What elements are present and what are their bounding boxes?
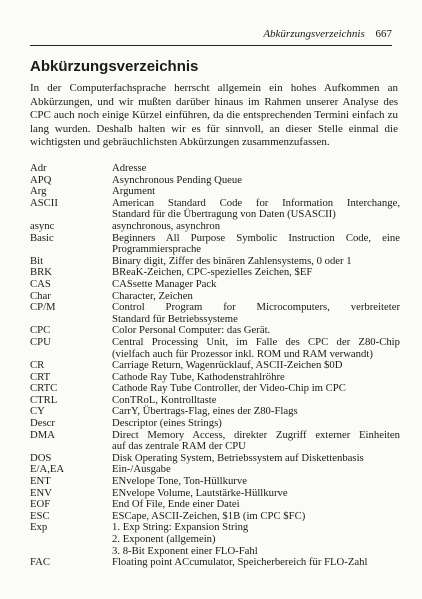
definition-line: ConTRoL, Kontrolltaste bbox=[112, 393, 217, 406]
definition-line: Control Program for Microcomputers, verbreiteter bbox=[112, 301, 400, 314]
abbreviation-term: APQ bbox=[30, 173, 52, 186]
abbreviation-term: Arg bbox=[30, 185, 47, 198]
definition-line: American Standard Code for Information Interchange, bbox=[112, 196, 400, 209]
definition-line: Central Processing Unit, im Falle des CPC der Z80-Chip bbox=[112, 335, 400, 348]
abbreviation-term: CRTC bbox=[30, 382, 58, 395]
definition-line: Standard für die Übertragung von Daten (USASCII) bbox=[112, 208, 336, 221]
abbreviation-term: Bit bbox=[30, 254, 44, 267]
definition-line: End Of File, Ende einer Datei bbox=[112, 498, 240, 511]
definition-line: 1. Exp String: Expansion String bbox=[112, 521, 249, 534]
abbreviation-entry bbox=[30, 198, 400, 221]
abbreviation-term: CY bbox=[30, 405, 45, 418]
definition-line: auf das zentrale RAM der CPU bbox=[112, 440, 246, 453]
abbreviation-term: CAS bbox=[30, 277, 51, 290]
definition-line: ENvelope Volume, Lautstärke-Hüllkurve bbox=[112, 486, 288, 499]
definition-line: Direct Memory Access, direkter Zugriff externer Einheiten bbox=[112, 428, 400, 441]
definition-line: 2. Exponent (allgemein) bbox=[112, 533, 216, 545]
abbreviation-term: EOF bbox=[30, 498, 51, 511]
abbreviation-term: CR bbox=[30, 359, 45, 372]
definition-line: asynchronous, asynchron bbox=[112, 219, 221, 232]
abbreviation-term: CRT bbox=[30, 370, 51, 383]
abbreviation-definition bbox=[112, 418, 400, 430]
abbreviation-definition bbox=[112, 233, 400, 256]
abbreviation-term: CTRL bbox=[30, 393, 58, 406]
abbreviation-term: DOS bbox=[30, 451, 52, 464]
definition-line: Programmiersprache bbox=[112, 243, 202, 256]
definition-line: (vielfach auch für Prozessor inkl. ROM und RAM verwandt) bbox=[112, 347, 373, 360]
abbreviation-definition bbox=[112, 279, 400, 291]
abbreviation-entry bbox=[30, 233, 400, 256]
page-title: Abkürzungsverzeichnis bbox=[30, 58, 199, 75]
abbreviation-definition bbox=[112, 198, 400, 221]
abbreviation-entry bbox=[30, 302, 400, 325]
definition-line: Color Personal Computer: das Gerät. bbox=[112, 324, 271, 337]
definition-line: Asynchronous Pending Queue bbox=[112, 173, 243, 186]
abbreviation-definition bbox=[112, 476, 400, 488]
abbreviation-entry bbox=[30, 279, 400, 291]
definition-line: CarrY, Übertrags-Flag, eines der Z80-Flags bbox=[112, 405, 298, 418]
abbreviation-definition bbox=[112, 337, 400, 360]
definition-line: Adresse bbox=[112, 162, 147, 174]
definition-line: Binary digit, Ziffer des binären Zahlensystems, 0 oder 1 bbox=[112, 254, 352, 267]
abbreviation-definition bbox=[112, 175, 400, 187]
page-number: 667 bbox=[375, 28, 392, 40]
running-header bbox=[30, 26, 392, 42]
definition-line: Standard für Betriebssysteme bbox=[112, 312, 238, 325]
abbreviation-term: ESC bbox=[30, 509, 50, 522]
abbreviation-definition bbox=[112, 163, 400, 175]
abbreviation-term: FAC bbox=[30, 556, 50, 569]
abbreviation-definition bbox=[112, 302, 400, 325]
abbreviation-term: CPU bbox=[30, 335, 51, 348]
abbreviation-term: Exp bbox=[30, 521, 48, 534]
abbreviation-entry bbox=[30, 175, 400, 187]
abbreviation-term: async bbox=[30, 219, 55, 232]
abbreviation-term: Basic bbox=[30, 231, 54, 244]
abbreviation-entry bbox=[30, 476, 400, 488]
definition-line: Descriptor (eines Strings) bbox=[112, 417, 222, 430]
abbreviation-entry bbox=[30, 557, 400, 569]
abbreviation-list bbox=[30, 163, 400, 569]
definition-line: Beginners All Purpose Symbolic Instruction Code, eine bbox=[112, 231, 400, 244]
abbreviation-term: CP/M bbox=[30, 301, 56, 314]
abbreviation-term: DMA bbox=[30, 428, 55, 441]
abbreviation-term: Adr bbox=[30, 162, 47, 174]
abbreviation-definition bbox=[112, 557, 400, 569]
abbreviation-definition bbox=[112, 522, 400, 557]
abbreviation-term: ASCII bbox=[30, 196, 58, 209]
abbreviation-term: Descr bbox=[30, 417, 55, 430]
abbreviation-entry bbox=[30, 337, 400, 360]
definition-line: Disk Operating System, Betriebssystem auf Diskettenbasis bbox=[112, 451, 364, 464]
abbreviation-term: E/A,EA bbox=[30, 463, 65, 476]
abbreviation-term: Char bbox=[30, 289, 51, 302]
abbreviation-entry bbox=[30, 522, 400, 557]
definition-line: Argument bbox=[112, 185, 156, 198]
abbreviation-entry bbox=[30, 163, 400, 175]
definition-line: Floating point ACcumulator, Speicherbereich für FLO-Zahl bbox=[112, 556, 368, 569]
running-header-title: Abkürzungsverzeichnis bbox=[263, 28, 365, 40]
abbreviation-entry bbox=[30, 430, 400, 453]
definition-line: Ein-/Ausgabe bbox=[112, 463, 171, 476]
abbreviation-definition bbox=[112, 430, 400, 453]
definition-line: Character, Zeichen bbox=[112, 289, 193, 302]
definition-line: CASsette Manager Pack bbox=[112, 277, 217, 290]
abbreviation-term: BRK bbox=[30, 266, 52, 279]
abbreviation-term: ENT bbox=[30, 475, 51, 488]
definition-line: Carriage Return, Wagenrücklauf, ASCII-Zeichen $0D bbox=[112, 359, 343, 372]
abbreviation-term: CPC bbox=[30, 324, 51, 337]
abbreviation-entry bbox=[30, 360, 400, 372]
abbreviation-entry bbox=[30, 453, 400, 465]
abbreviation-entry bbox=[30, 418, 400, 430]
definition-line: 3. 8-Bit Exponent einer FLO-Fahl bbox=[112, 544, 258, 557]
abbreviation-term: ENV bbox=[30, 486, 52, 499]
definition-line: BReaK-Zeichen, CPC-spezielles Zeichen, $EF bbox=[112, 266, 313, 279]
intro-paragraph: In der Computerfachsprache herrscht allgemein ein hohes Aufkommen an Abkürzungen, und wir mußten darüber hinaus im Rahmen unserer Analyse des CPC auch noch einige Kürzel einführen, da die entsprechenden Termini einfach zu lang wurden. Deshalb halten wir es für sinnvoll, an dieser Stelle einmal die wichtigsten und gebräuchlichsten Abkürzungen zusammenzufassen. bbox=[30, 82, 398, 149]
definition-line: ESCape, ASCII-Zeichen, $1B (im CPC $FC) bbox=[112, 509, 306, 522]
definition-line: Cathode Ray Tube, Kathodenstrahlröhre bbox=[112, 370, 285, 383]
header-rule bbox=[30, 45, 392, 46]
definition-line: ENvelope Tone, Ton-Hüllkurve bbox=[112, 475, 247, 488]
abbreviation-entry bbox=[30, 221, 400, 233]
abbreviation-definition bbox=[112, 360, 400, 372]
definition-line: Cathode Ray Tube Controller, der Video-Chip im CPC bbox=[112, 382, 346, 395]
abbreviation-definition bbox=[112, 221, 400, 233]
